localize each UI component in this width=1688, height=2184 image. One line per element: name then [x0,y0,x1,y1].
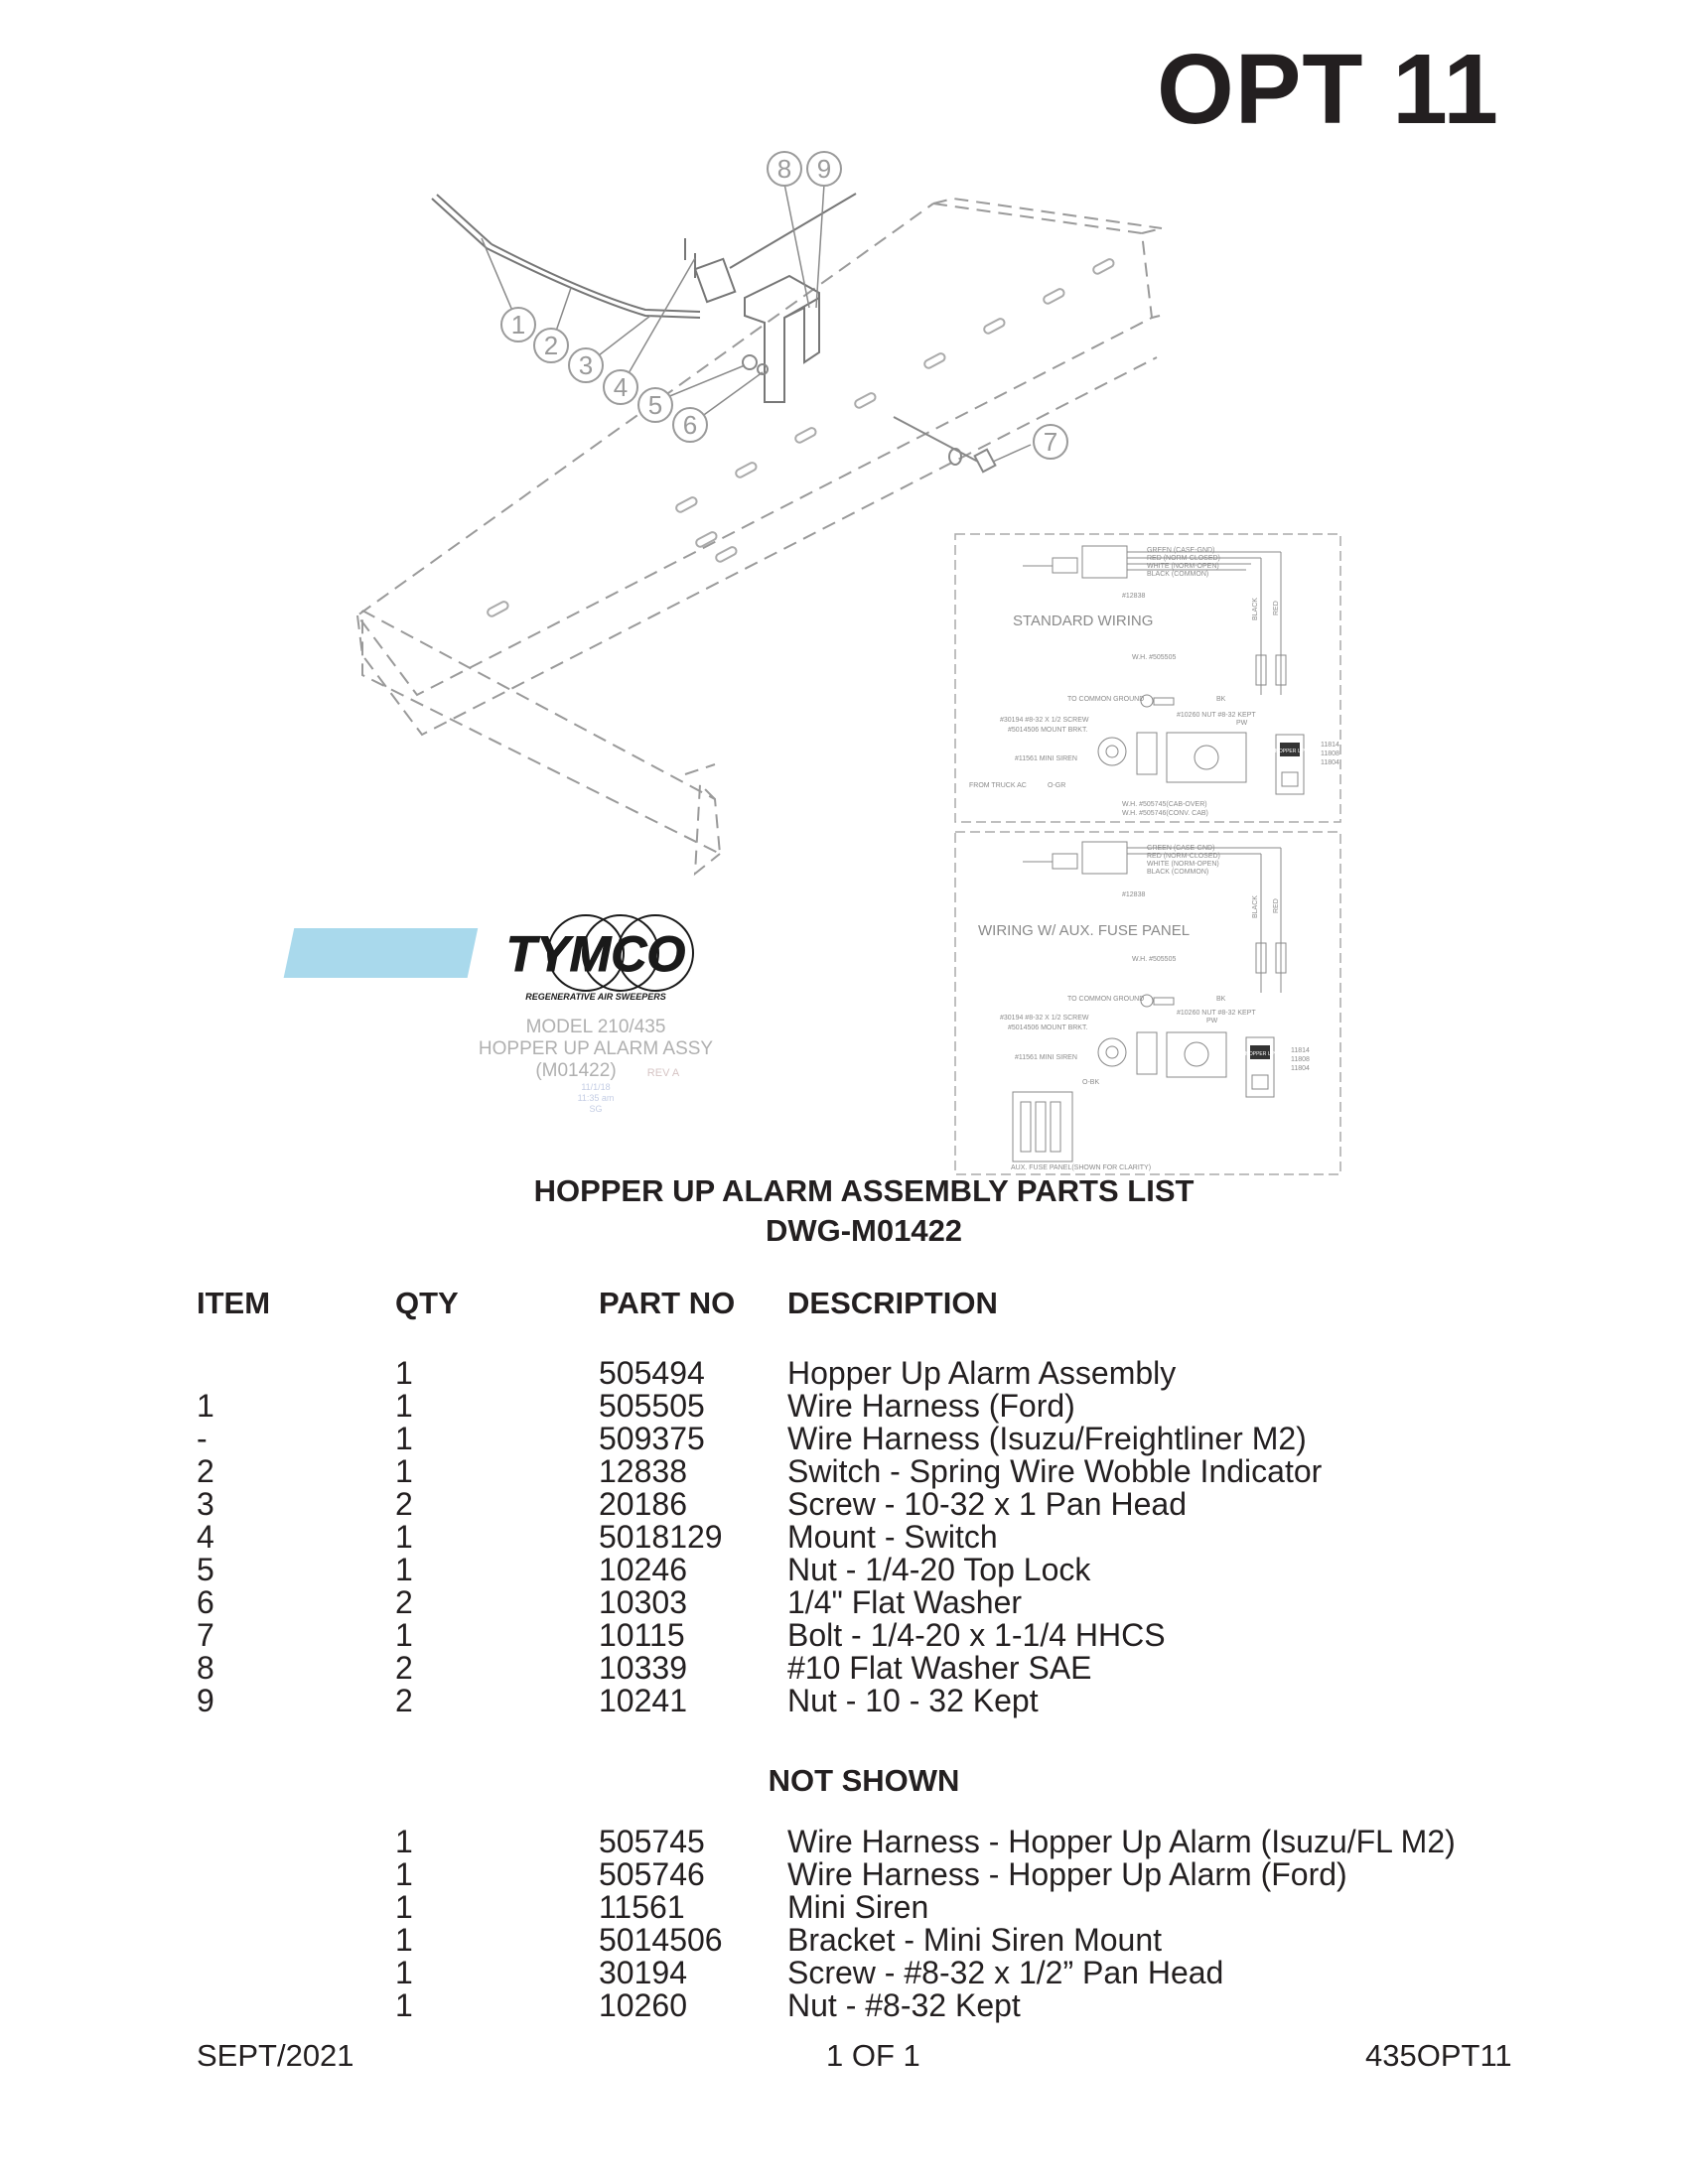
row-part-no: 505745 [599,1824,705,1859]
row-item: 9 [197,1683,214,1718]
row-description: 1/4" Flat Washer [787,1584,1023,1620]
row-qty: 1 [395,1955,413,1990]
std-siren: #11561 MINI SIREN [1015,755,1077,762]
title-block [479,1017,714,1114]
parts-list-title: HOPPER UP ALARM ASSEMBLY PARTS LIST [533,1173,1195,1208]
row-description: Wire Harness - Hopper Up Alarm (Isuzu/FL M2) [787,1824,1456,1859]
row-qty: 1 [395,1922,413,1958]
fuse-side-2: 11808 [1291,1056,1310,1063]
table-row [0,1619,1688,1652]
row-part-no: 12838 [599,1453,687,1489]
svg-text:4: 4 [613,372,629,402]
fuse-screw: #30194 #8-32 X 1/2 SCREW [1000,1015,1089,1022]
table-row [0,1957,1688,1989]
fuse-side-3: 11804 [1291,1065,1310,1072]
table-row [0,1554,1688,1586]
fuse-vertical-red: RED [1273,898,1280,913]
row-part-no: 20186 [599,1486,687,1522]
title-block-name: HOPPER UP ALARM ASSY [478,1038,714,1059]
row-description: Wire Harness (Ford) [787,1388,1075,1424]
callout-3 [569,348,603,382]
row-item: 1 [197,1388,214,1424]
row-item: 7 [197,1617,214,1653]
row-part-no: 10303 [599,1584,687,1620]
frame-rail [357,199,1162,735]
row-part-no: 10246 [599,1552,687,1587]
fuse-heading: WIRING W/ AUX. FUSE PANEL [978,922,1191,939]
row-qty: 1 [395,1824,413,1859]
standard-wiring [969,546,1339,817]
fuse-obk: O-BK [1082,1079,1100,1086]
title-block-time: 11:35 am [577,1093,615,1103]
std-wire-red: RED (NORM-CLOSED) [1147,555,1220,562]
table-row [0,1390,1688,1423]
callout-7 [1034,425,1067,459]
row-description: Wire Harness (Isuzu/Freightliner M2) [787,1421,1307,1456]
row-item: - [197,1421,208,1456]
fuse-wire-red: RED (NORM-CLOSED) [1147,853,1220,860]
table-row [0,1423,1688,1455]
row-part-no: 5014506 [599,1922,723,1958]
header-item: ITEM [197,1286,271,1320]
callout-group [501,152,1067,459]
row-description: Screw - #8-32 x 1/2” Pan Head [787,1955,1224,1990]
fuse-side-1: 11814 [1291,1047,1310,1054]
callout-2 [534,329,568,362]
fuse-panel-label: AUX. FUSE PANEL(SHOWN FOR CLARITY) [1011,1164,1152,1171]
row-qty: 1 [395,1388,413,1424]
std-ground: TO COMMON GROUND [1067,696,1145,703]
logo-brand: TYMCO [505,926,686,982]
row-description: Mini Siren [787,1889,929,1925]
fuse-nut: #10260 NUT #8-32 KEPT [1177,1010,1256,1017]
rail-slots [487,258,1115,617]
row-description: Bracket - Mini Siren Mount [787,1922,1163,1958]
fuse-ground: TO COMMON GROUND [1067,996,1145,1003]
std-side-3: 11804 [1321,759,1339,766]
header-part-no: PART NO [599,1286,736,1320]
row-qty: 1 [395,1987,413,2023]
not-shown-heading: NOT SHOWN [768,1763,960,1798]
header-description: DESCRIPTION [787,1286,998,1320]
row-qty: 1 [395,1453,413,1489]
row-item: 6 [197,1584,214,1620]
callout-6 [673,408,707,442]
switch-wand [432,194,856,318]
std-vertical-red: RED [1273,601,1280,615]
callout-1 [501,308,535,341]
fuse-wire-white: WHITE (NORM-OPEN) [1147,861,1219,868]
title-block-model: MODEL 210/435 [525,1017,666,1037]
drawing-number: DWG-M01422 [765,1213,963,1248]
std-conv-cab: W.H. #505746(CONV. CAB) [1122,810,1208,817]
row-part-no: 505494 [599,1355,705,1391]
callout-9 [807,152,841,186]
std-truck: FROM TRUCK AC [969,782,1027,789]
std-pw: PW [1236,720,1248,727]
std-bk: BK [1216,696,1226,703]
table-row [0,1521,1688,1554]
row-description: #10 Flat Washer SAE [787,1650,1092,1686]
table-row [0,1455,1688,1488]
row-qty: 2 [395,1683,413,1718]
table-row [0,1989,1688,2022]
row-part-no: 5018129 [599,1519,723,1555]
callout-4 [604,370,637,404]
row-part-no: 10241 [599,1683,687,1718]
table-row [0,1652,1688,1685]
row-part-no: 10115 [599,1617,685,1653]
title-block-number: (M01422) [535,1060,617,1081]
row-qty: 1 [395,1617,413,1653]
std-heading: STANDARD WIRING [1013,613,1154,629]
row-qty: 1 [395,1421,413,1456]
row-description: Bolt - 1/4-20 x 1-1/4 HHCS [787,1617,1166,1653]
row-part-no: 30194 [599,1955,687,1990]
row-description: Nut - 1/4-20 Top Lock [787,1552,1091,1587]
row-qty: 2 [395,1486,413,1522]
frame-front [362,611,720,874]
fuse-harness: W.H. #505505 [1132,956,1177,963]
row-description: Switch - Spring Wire Wobble Indicator [787,1453,1323,1489]
svg-text:2: 2 [543,331,559,360]
svg-text:5: 5 [647,390,663,420]
fuse-wire-green: GREEN (CASE-GND) [1147,845,1215,852]
table-row [0,1858,1688,1891]
svg-text:6: 6 [682,410,698,440]
table-row [0,1685,1688,1717]
fuse-wire-black: BLACK (COMMON) [1147,869,1209,876]
table-row [0,1891,1688,1924]
svg-text:8: 8 [776,154,792,184]
row-description: Nut - 10 - 32 Kept [787,1683,1039,1718]
svg-text:3: 3 [578,350,594,380]
std-bracket: #5014506 MOUNT BRKT. [1008,727,1088,734]
header-qty: QTY [395,1286,459,1320]
std-wire-white: WHITE (NORM-OPEN) [1147,563,1219,570]
row-part-no: 505505 [599,1388,705,1424]
std-harness: W.H. #505505 [1132,654,1177,661]
svg-text:9: 9 [816,154,832,184]
row-qty: 1 [395,1856,413,1892]
logo-tagline: REGENERATIVE AIR SWEEPERS [525,992,666,1002]
callout-5 [638,388,672,422]
fuse-bracket: #5014506 MOUNT BRKT. [1008,1024,1088,1031]
title-block-initials: SG [589,1104,603,1114]
fuse-bk: BK [1216,996,1226,1003]
table-row [0,1924,1688,1957]
row-description: Hopper Up Alarm Assembly [787,1355,1177,1391]
row-qty: 2 [395,1584,413,1620]
std-nut: #10260 NUT #8-32 KEPT [1177,712,1256,719]
std-side-1: 11814 [1321,742,1339,749]
std-screw: #30194 #8-32 X 1/2 SCREW [1000,717,1089,724]
std-og: O-GR [1048,782,1066,789]
table-row [0,1488,1688,1521]
row-qty: 1 [395,1355,413,1391]
callout-8 [768,152,801,186]
option-label: OPT 11 [1156,34,1499,145]
row-description: Screw - 10-32 x 1 Pan Head [787,1486,1187,1522]
row-description: Nut - #8-32 Kept [787,1987,1021,2023]
std-wire-green: GREEN (CASE-GND) [1147,547,1215,554]
table-row [0,1826,1688,1858]
row-part-no: 11561 [599,1889,685,1925]
row-item: 5 [197,1552,214,1587]
row-part-no: 10260 [599,1987,687,2023]
svg-text:7: 7 [1043,427,1058,457]
row-part-no: 10339 [599,1650,687,1686]
footer-page: 1 OF 1 [826,2038,920,2073]
row-item: 4 [197,1519,214,1555]
tymco-logo [284,915,693,1002]
row-qty: 2 [395,1650,413,1686]
not-shown-table [0,1826,1688,2022]
fuse-siren: #11561 MINI SIREN [1015,1054,1077,1061]
fuse-vertical-black: BLACK [1252,895,1259,918]
row-qty: 1 [395,1889,413,1925]
std-side-2: 11808 [1321,751,1339,757]
std-switch-part: #12838 [1122,593,1146,600]
std-wire-black: BLACK (COMMON) [1147,571,1209,578]
std-vertical-black: BLACK [1252,598,1259,620]
title-block-date: 11/1/18 [581,1082,611,1092]
row-qty: 1 [395,1552,413,1587]
std-switch-label: HOPPER UP [1275,749,1305,754]
row-part-no: 505746 [599,1856,705,1892]
std-cab-over: W.H. #505745(CAB-OVER) [1122,801,1207,808]
row-item: 8 [197,1650,214,1686]
table-row [0,1586,1688,1619]
row-description: Mount - Switch [787,1519,998,1555]
parts-table [0,1357,1688,1717]
row-item: 2 [197,1453,214,1489]
fuse-switch-label: HOPPER UP [1245,1051,1275,1057]
fuse-wiring [978,842,1310,1171]
footer-doc-id: 435OPT11 [1365,2038,1512,2073]
wiring-diagrams [955,534,1340,1174]
leader-lines [482,184,1031,462]
title-block-rev: REV A [646,1067,680,1079]
row-qty: 1 [395,1519,413,1555]
switch-bracket [745,276,819,402]
row-description: Wire Harness - Hopper Up Alarm (Ford) [787,1856,1347,1892]
fuse-switch-part: #12838 [1122,891,1146,898]
svg-text:1: 1 [510,310,526,340]
fuse-pw: PW [1206,1018,1218,1024]
row-item: 3 [197,1486,214,1522]
table-row [0,1357,1688,1390]
footer-date: SEPT/2021 [197,2038,354,2073]
row-part-no: 509375 [599,1421,705,1456]
